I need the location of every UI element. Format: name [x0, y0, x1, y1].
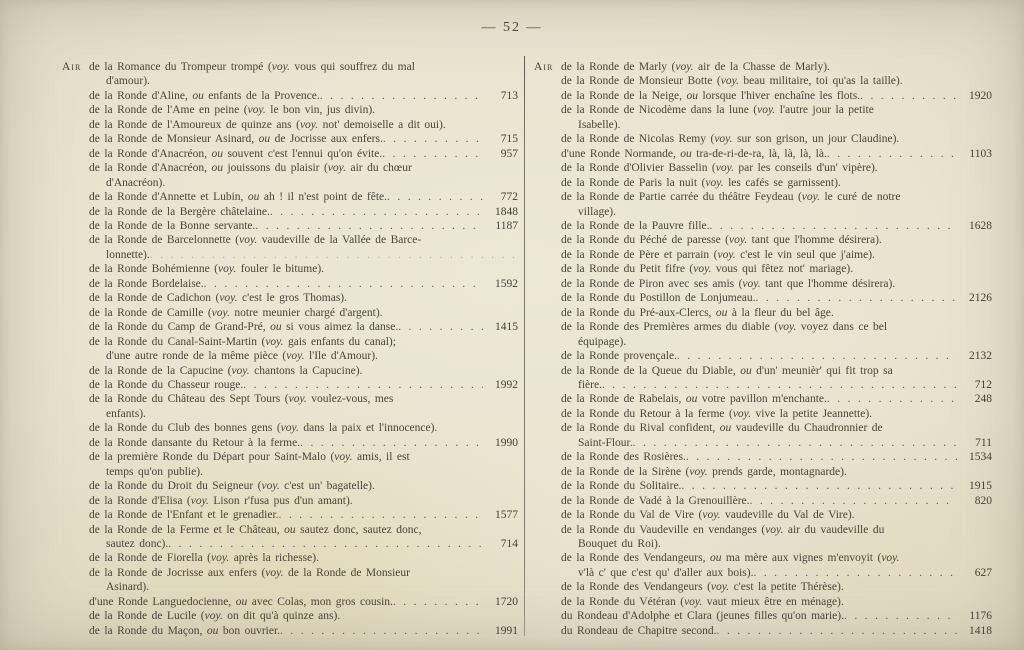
index-row — [534, 537, 992, 551]
entry-text: de la Ronde d'Elisa (voy. Lison r'fusa pus d'un amant). — [89, 494, 353, 507]
dot-leader — [382, 147, 483, 161]
dot-leader — [300, 436, 483, 450]
index-row — [62, 349, 518, 363]
dot-leader — [827, 147, 957, 161]
entry-text: Saint-Flour. — [578, 436, 633, 449]
index-row — [62, 205, 518, 219]
entry-text: de la Ronde dansante du Retour à la ferme. — [89, 436, 301, 449]
index-row — [534, 392, 992, 406]
page-ref: 711 — [975, 436, 992, 449]
entry-text: de la Ronde du Postillon de Lonjumeau. — [561, 292, 756, 305]
index-row — [534, 190, 992, 204]
entry-text: de la Ronde du Chasseur rouge. — [89, 378, 244, 391]
entry-text: de la Ronde d'Aline, ou enfants de la Provence. — [89, 89, 320, 102]
index-row — [534, 205, 992, 219]
entry-text: de la Ronde du Camp de Grand-Pré, ou si vous aimez la danse. — [89, 321, 399, 334]
entry-text: de la Ronde du Vétéran (voy. vaut mieux être en ménage). — [561, 595, 844, 608]
index-row — [534, 132, 992, 146]
index-row — [534, 465, 992, 479]
index-row — [534, 494, 992, 508]
index-row — [62, 508, 518, 522]
index-row — [534, 551, 992, 565]
entry-text: de la Ronde du Club des bonnes gens (voy. dans la paix et l'innocence). — [89, 422, 438, 435]
page-ref: 1992 — [495, 378, 518, 391]
entry-text: de la Ronde des Premières armes du diable (voy. voyez dans ce bel — [561, 321, 888, 334]
entry-text: de la Ronde d'Olivier Basselin (voy. par les conseils d'un' vipère). — [561, 162, 878, 175]
index-row — [534, 364, 992, 378]
index-row — [62, 147, 518, 161]
index-row — [62, 537, 518, 551]
index-row — [62, 392, 518, 406]
index-row — [62, 219, 518, 233]
index-row — [534, 147, 992, 161]
index-row — [534, 277, 992, 291]
dot-leader — [150, 248, 518, 262]
index-row — [62, 89, 518, 103]
index-row — [62, 277, 518, 291]
entry-text: de la Ronde de Nicodème dans la lune (voy. l'autre jour la petite — [561, 104, 874, 117]
index-column-right — [534, 60, 992, 638]
entry-text: de la Ronde du Retour à la ferme (voy. vive la petite Jeannette). — [561, 407, 873, 420]
entry-text: de la Ronde du Vaudeville en vendanges (voy. air du vaudeville du — [561, 523, 885, 536]
index-row — [62, 306, 518, 320]
index-row — [62, 609, 518, 623]
index-row — [534, 320, 992, 334]
page-ref: 627 — [974, 566, 992, 579]
dot-leader — [602, 378, 957, 392]
index-row — [534, 89, 992, 103]
dot-leader — [753, 566, 957, 580]
index-row — [534, 450, 992, 464]
index-row — [62, 479, 518, 493]
entry-text: Isabelle). — [578, 118, 621, 131]
entry-text: de la Ronde de Partie carrée du théâtre Feydeau (voy. le curé de notre — [561, 191, 901, 204]
dot-leader — [686, 450, 957, 464]
entry-text: de la Ronde de l'Ame en peine (voy. le bon vin, jus divin). — [89, 104, 376, 117]
dot-leader — [827, 392, 957, 406]
index-row — [62, 551, 518, 565]
entry-text: de la Ronde de Père et parrain (voy. c'est le vin seul que j'aime). — [561, 248, 875, 261]
entry-text: de la Ronde d'Anacréon, ou souvent c'est l'ennui qu'on évite. — [89, 147, 383, 160]
page-ref: 1418 — [969, 624, 992, 637]
entry-text: de la Ronde du Pré-aux-Clercs, ou à la fleur du bel âge. — [561, 306, 834, 319]
index-row — [62, 103, 518, 117]
page-ref: 714 — [500, 537, 518, 550]
index-row — [534, 580, 992, 594]
dot-leader — [750, 494, 957, 508]
entry-text: d'amour). — [106, 75, 150, 88]
index-column-left — [62, 60, 518, 638]
index-row — [62, 132, 518, 146]
entry-text: de la Ronde des Rosières. — [561, 451, 686, 464]
index-row — [534, 349, 992, 363]
index-row — [62, 118, 518, 132]
dot-leader — [756, 291, 957, 305]
dot-leader — [279, 508, 483, 522]
entry-text: de la Ronde de Marly (voy. air de la Chasse de Marly). — [561, 61, 830, 73]
page-ref: 712 — [974, 378, 992, 391]
dot-leader — [387, 190, 483, 204]
index-row — [62, 465, 518, 479]
entry-text: de la Ronde de Nicolas Remy (voy. sur son grison, un jour Claudine). — [561, 133, 900, 146]
entry-text: de la Ronde du Maçon, ou bon ouvrier. — [89, 624, 281, 637]
index-row — [534, 103, 992, 117]
index-row — [62, 595, 518, 609]
entry-text: enfants). — [106, 407, 146, 420]
dot-leader — [168, 537, 483, 551]
entry-text: de la Ronde de Fiorella (voy. après la richesse). — [89, 552, 319, 565]
entry-text: de la Ronde du Château des Sept Tours (voy. voulez-vous, mes — [89, 393, 394, 406]
entry-text: de la Ronde de Barcelonnette (voy. vaudeville de la Vallée de Barce- — [89, 234, 422, 247]
index-row — [62, 262, 518, 276]
entry-text: sautez donc). — [106, 537, 169, 550]
entry-text: de la Ronde de la Pauvre fille. — [561, 219, 710, 232]
entry-text: de la Ronde de Cadichon (voy. c'est le gros Thomas). — [89, 292, 348, 305]
page-ref: 2126 — [969, 292, 992, 305]
entry-text: de la Ronde du Petit fifre (voy. vous qui fêtez not' mariage). — [561, 263, 854, 276]
index-row — [534, 624, 992, 638]
entry-text: de la Ronde de la Ferme et le Château, ou sautez donc, sautez donc, — [89, 523, 422, 536]
entry-text: de la Ronde du Canal-Saint-Martin (voy. gais enfants du canal); — [89, 335, 396, 348]
page-ref: 1920 — [969, 89, 992, 102]
page-ref: 1848 — [495, 205, 518, 218]
index-row — [534, 566, 992, 580]
dot-leader — [243, 378, 483, 392]
dot-leader — [280, 624, 483, 638]
page-ref: 713 — [500, 89, 518, 102]
entry-text: de la Ronde de Paris la nuit (voy. les cafés se garnissent). — [561, 176, 841, 189]
page-ref: 1720 — [495, 595, 518, 608]
page-ref: 1187 — [495, 219, 518, 232]
page-ref: 715 — [500, 133, 518, 146]
entry-text: de la Ronde de Vadé à la Grenouillère. — [561, 494, 750, 507]
index-row — [62, 161, 518, 175]
dot-leader — [844, 609, 957, 623]
entry-text: de la Romance du Trompeur trompé (voy. vous qui souffrez du mal — [89, 61, 415, 73]
dot-leader — [320, 89, 483, 103]
entry-text: de la Ronde de la Capucine (voy. chantons la Capucine). — [89, 364, 363, 377]
index-row — [62, 291, 518, 305]
entry-text: du Rondeau de Chapitre second. — [561, 624, 717, 637]
entry-text: de la Ronde de l'Enfant et le grenadier. — [89, 509, 279, 522]
entry-text: de la Ronde des Vendangeurs, ou ma mère aux vignes m'envoyit (voy. — [561, 552, 900, 565]
index-row — [534, 609, 992, 623]
entry-text: de la Ronde de la Neige, ou lorsque l'hiver enchaîne les flots. — [561, 89, 861, 102]
entry-text: v'là c' que c'est qu' d'aller aux bois). — [578, 566, 754, 579]
page-ref: 1592 — [495, 277, 518, 290]
entry-text: de la Ronde du Solitaire. — [561, 480, 682, 493]
entry-text: village). — [578, 205, 616, 218]
page-ref: 1176 — [969, 610, 992, 623]
index-row — [534, 523, 992, 537]
entry-text: de la Ronde de la Bergère châtelaine. — [89, 205, 270, 218]
dot-leader — [860, 89, 957, 103]
index-row — [62, 566, 518, 580]
entry-text: temps qu'on publie). — [106, 465, 203, 478]
entry-text: Bouquet du Roi). — [578, 537, 661, 550]
index-row — [62, 233, 518, 247]
index-row — [62, 320, 518, 334]
page-ref: 1415 — [495, 321, 518, 334]
index-row — [534, 479, 992, 493]
entry-text: d'une autre ronde de la même pièce (voy. l'Ile d'Amour). — [106, 350, 378, 363]
entry-text: de la Ronde du Rival confident, ou vaudeville du Chaudronnier de — [561, 422, 883, 435]
index-row — [62, 407, 518, 421]
page-ref: 772 — [500, 191, 518, 204]
page-ref: 1991 — [495, 624, 518, 637]
index-row — [534, 291, 992, 305]
dot-leader — [710, 219, 957, 233]
index-row — [62, 335, 518, 349]
dot-leader — [677, 349, 957, 363]
page-ref: 1577 — [495, 509, 518, 522]
index-row — [534, 161, 992, 175]
dot-leader — [204, 277, 483, 291]
entry-text: de la Ronde de Monsieur Botte (voy. beau militaire, toi qu'as la taille). — [561, 75, 903, 88]
dot-leader — [393, 595, 483, 609]
dot-leader — [383, 132, 483, 146]
index-row — [534, 262, 992, 276]
dot-leader — [717, 624, 957, 638]
index-row — [534, 118, 992, 132]
index-row — [534, 74, 992, 88]
entry-text: de la Ronde provençale. — [561, 350, 677, 363]
entry-text: de la Ronde de la Queue du Diable, ou d'un' meunièr' qui fit trop sa — [561, 364, 893, 377]
index-row — [534, 508, 992, 522]
page-ref: 1103 — [969, 147, 992, 160]
entry-text: de la Ronde du Droit du Seigneur (voy. c'est un' bagatelle). — [89, 480, 375, 493]
entry-text: de la Ronde Bordelaise. — [89, 277, 204, 290]
index-row — [534, 219, 992, 233]
entry-text: de la Ronde du Val de Vire (voy. vaudeville du Val de Vire). — [561, 509, 855, 522]
entry-text: de la Ronde de Camille (voy. notre meunier chargé d'argent). — [89, 306, 383, 319]
dot-leader — [681, 479, 957, 493]
entry-text: de la Ronde de Piron avec ses amis (voy. tant que l'homme désirera). — [561, 277, 896, 290]
index-row — [62, 364, 518, 378]
index-row — [534, 595, 992, 609]
page-ref: 2132 — [969, 350, 992, 363]
index-row — [62, 450, 518, 464]
entry-text: de la Ronde d'Annette et Lubin, ou ah ! il n'est point de fête. — [89, 191, 388, 204]
dot-leader — [270, 205, 483, 219]
entry-text: de la Ronde des Vendangeurs (voy. c'est la petite Thérèse). — [561, 581, 844, 594]
index-row — [534, 421, 992, 435]
index-row — [534, 233, 992, 247]
index-row — [62, 436, 518, 450]
page-ref: 820 — [974, 494, 992, 507]
air-label: Air — [534, 61, 554, 73]
entry-text: d'une Ronde Normande, ou tra-de-ri-de-ra, là, là, là, là. — [561, 147, 827, 160]
entry-text: fière. — [578, 378, 602, 391]
index-row — [534, 306, 992, 320]
entry-text: de la Ronde de Rabelais, ou votre pavillon m'enchante. — [561, 393, 827, 406]
page-ref: 1990 — [495, 436, 518, 449]
page-ref: 1534 — [969, 451, 992, 464]
index-row — [62, 190, 518, 204]
entry-text: Asinard). — [106, 581, 150, 594]
index-row — [62, 176, 518, 190]
entry-text: de la première Ronde du Départ pour Saint-Malo (voy. amis, il est — [89, 451, 410, 464]
index-row — [534, 248, 992, 262]
entry-text: de la Ronde de la Sirène (voy. prends garde, montagnarde). — [561, 465, 847, 478]
page-ref: 248 — [974, 393, 992, 406]
index-row — [534, 176, 992, 190]
index-row — [62, 378, 518, 392]
entry-text: du Rondeau d'Adolphe et Clara (jeunes filles qu'on marie). — [561, 610, 844, 623]
entry-text: de la Ronde de la Bonne servante. — [89, 219, 256, 232]
entry-text: de la Ronde du Péché de paresse (voy. tant que l'homme désirera). — [561, 234, 882, 247]
index-row — [534, 335, 992, 349]
entry-text: de la Ronde de Monsieur Asinard, ou de Jocrisse aux enfers. — [89, 133, 383, 146]
index-row — [62, 74, 518, 88]
entry-text: d'Anacréon). — [106, 176, 166, 189]
entry-text: équipage). — [578, 335, 627, 348]
index-row — [62, 421, 518, 435]
entry-text: de la Ronde d'Anacréon, ou jouissons du plaisir (voy. air du chœur — [89, 162, 412, 175]
entry-text: d'une Ronde Languedocienne, ou avec Colas, mon gros cousin. — [89, 595, 393, 608]
air-label: Air — [62, 61, 82, 73]
index-row — [62, 580, 518, 594]
entry-text: de la Ronde Bohémienne (voy. fouler le bitume). — [89, 263, 325, 276]
page-ref: 1628 — [969, 219, 992, 232]
page-ref: 957 — [500, 147, 518, 160]
column-divider-rule — [524, 56, 525, 636]
index-row — [534, 378, 992, 392]
dot-leader — [255, 219, 483, 233]
index-row — [62, 248, 518, 262]
index-row — [534, 436, 992, 450]
index-row — [62, 60, 518, 74]
index-row — [62, 523, 518, 537]
entry-text: de la Ronde de l'Amoureux de quinze ans (voy. not' demoiselle a dit oui). — [89, 118, 446, 131]
dot-leader — [398, 320, 483, 334]
index-row — [534, 60, 992, 74]
index-row — [62, 494, 518, 508]
dot-leader — [633, 436, 957, 450]
entry-text: de la Ronde de Lucile (voy. on dit qu'à quinze ans). — [89, 610, 341, 623]
entry-text: lonnette). — [106, 248, 150, 261]
index-row — [62, 624, 518, 638]
page-ref: 1915 — [969, 480, 992, 493]
entry-text: de la Ronde de Jocrisse aux enfers (voy. de la Ronde de Monsieur — [89, 566, 410, 579]
page-number: — 52 — — [481, 20, 543, 35]
index-row — [534, 407, 992, 421]
